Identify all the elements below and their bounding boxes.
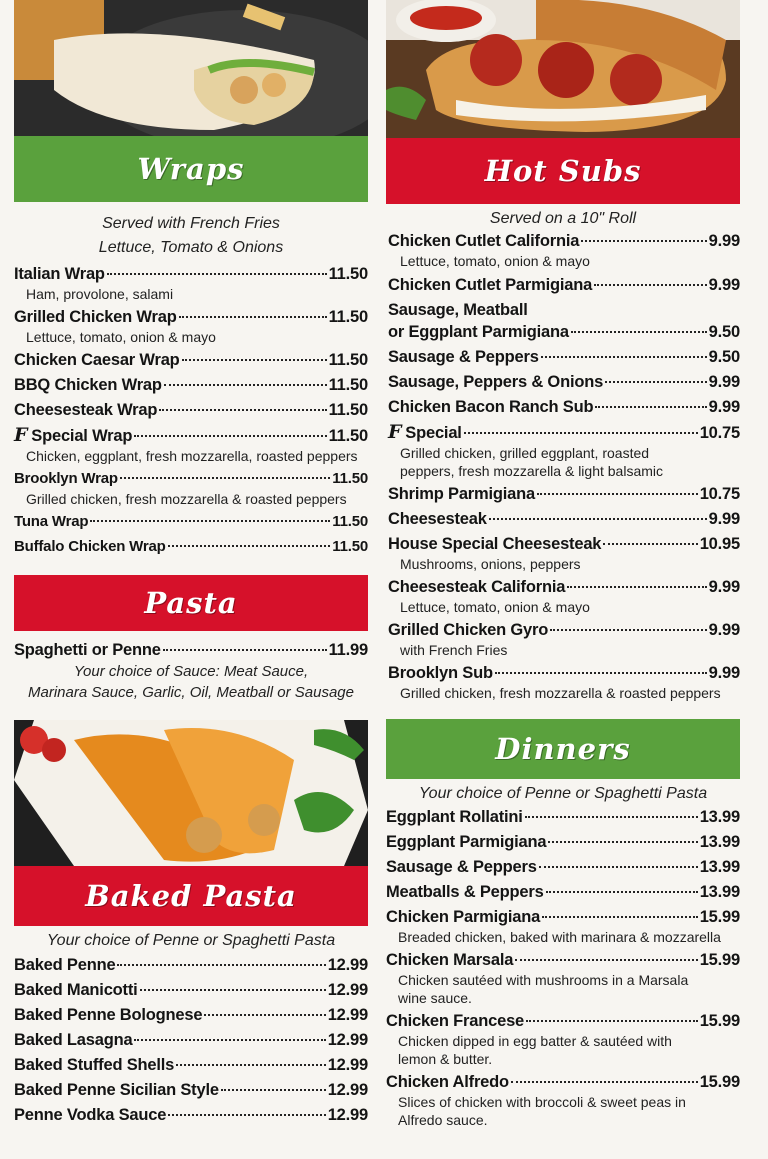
left-column xyxy=(14,0,368,1126)
menu-item: House Special Cheesesteak 10.95 Mushrooms, onions, peppers xyxy=(388,535,740,572)
special-logo-icon: F xyxy=(388,421,402,443)
menu-item: F Special Wrap 11.50 Chicken, eggplant, fresh mozzarella, roasted peppers xyxy=(14,424,368,464)
menu-item: Italian Wrap 11.50 Ham, provolone, salami xyxy=(14,265,368,302)
pasta-note-1: Your choice of Sauce: Meat Sauce, xyxy=(73,663,309,680)
menu-item: Sausage & Peppers 9.50 xyxy=(388,348,740,366)
menu-item: Cheesesteak Wrap 11.50 xyxy=(14,401,368,419)
menu-item: Baked Penne 12.99 xyxy=(14,956,368,974)
right-column xyxy=(386,0,740,1129)
menu-item: Sausage, Peppers & Onions 9.99 xyxy=(388,373,740,391)
hot-subs-banner: Hot Subs xyxy=(386,138,740,204)
menu-item: Chicken Marsala 15.99 Chicken sautéed with mushrooms in a Marsala wine sauce. xyxy=(386,951,740,1006)
dinners-list xyxy=(386,806,740,1129)
baked-pasta-photo xyxy=(14,720,368,866)
meatball-sub-photo xyxy=(386,0,740,138)
pasta-list xyxy=(14,639,368,703)
hot-subs-list xyxy=(388,230,740,702)
wraps-banner: Wraps xyxy=(14,136,368,202)
menu-item: Cheesesteak California 9.99 Lettuce, tomato, onion & mayo xyxy=(388,578,740,615)
baked-pasta-banner: Baked Pasta xyxy=(14,866,368,926)
dinners-banner: Dinners xyxy=(386,719,740,779)
menu-item: Chicken Parmigiana 15.99 Breaded chicken, baked with marinara & mozzarella xyxy=(386,908,740,945)
pasta-note-2: Marinara Sauce, Garlic, Oil, Meatball or Sausage xyxy=(28,684,354,701)
menu-item: Meatballs & Peppers 13.99 xyxy=(386,883,740,901)
menu-item: Baked Manicotti 12.99 xyxy=(14,981,368,999)
menu-item: Chicken Cutlet California 9.99 Lettuce, tomato, onion & mayo xyxy=(388,232,740,269)
menu-item: Shrimp Parmigiana 10.75 xyxy=(388,485,740,503)
menu-item: Buffalo Chicken Wrap 11.50 xyxy=(14,538,368,555)
menu-item: Cheesesteak 9.99 xyxy=(388,510,740,528)
wraps-subtitle-2: Lettuce, Tomato & Onions xyxy=(98,239,284,256)
menu-item: Baked Penne Sicilian Style 12.99 xyxy=(14,1081,368,1099)
menu-item: Baked Lasagna 12.99 xyxy=(14,1031,368,1049)
menu-item: Sausage, Meatball or Eggplant Parmigiana 9.50 xyxy=(388,301,740,341)
menu-item: Sausage & Peppers 13.99 xyxy=(386,858,740,876)
menu-item: Baked Stuffed Shells 12.99 xyxy=(14,1056,368,1074)
menu-item: Eggplant Parmigiana 13.99 xyxy=(386,833,740,851)
hot-subs-subtitle: Served on a 10" Roll xyxy=(489,210,637,227)
wraps-subtitle-1: Served with French Fries xyxy=(102,215,280,232)
menu-item: Penne Vodka Sauce 12.99 xyxy=(14,1106,368,1124)
menu-item: Grilled Chicken Gyro 9.99 with French Fries xyxy=(388,621,740,658)
menu-item: Chicken Alfredo 15.99 Slices of chicken with broccoli & sweet peas in Alfredo sauce. xyxy=(386,1073,740,1128)
menu-item: Chicken Bacon Ranch Sub 9.99 xyxy=(388,398,740,416)
menu-item: Tuna Wrap 11.50 xyxy=(14,513,368,530)
menu-item: Grilled Chicken Wrap 11.50 Lettuce, tomato, onion & mayo xyxy=(14,308,368,345)
baked-pasta-subtitle: Your choice of Penne or Spaghetti Pasta xyxy=(46,932,336,949)
menu-item: F Special 10.75 Grilled chicken, grilled eggplant, roasted peppers, fresh mozzarella & light balsamic xyxy=(388,421,740,479)
pasta-banner: Pasta xyxy=(14,575,368,631)
menu-item: Chicken Caesar Wrap 11.50 xyxy=(14,351,368,369)
menu-item: Chicken Francese 15.99 Chicken dipped in egg batter & sautéed with lemon & butter. xyxy=(386,1012,740,1067)
dinners-subtitle: Your choice of Penne or Spaghetti Pasta xyxy=(418,785,708,802)
special-logo-icon: F xyxy=(14,424,28,446)
wraps-list xyxy=(14,263,368,558)
menu-item: Spaghetti or Penne 11.99 xyxy=(14,641,368,659)
wrap-photo xyxy=(14,0,368,136)
menu-item: Brooklyn Wrap 11.50 Grilled chicken, fresh mozzarella & roasted peppers xyxy=(14,470,368,507)
baked-pasta-list xyxy=(14,954,368,1126)
menu-item: Brooklyn Sub 9.99 Grilled chicken, fresh mozzarella & roasted peppers xyxy=(388,664,740,701)
menu-item: Chicken Cutlet Parmigiana 9.99 xyxy=(388,276,740,294)
menu-item: BBQ Chicken Wrap 11.50 xyxy=(14,376,368,394)
menu-item: Baked Penne Bolognese 12.99 xyxy=(14,1006,368,1024)
menu-item: Eggplant Rollatini 13.99 xyxy=(386,808,740,826)
